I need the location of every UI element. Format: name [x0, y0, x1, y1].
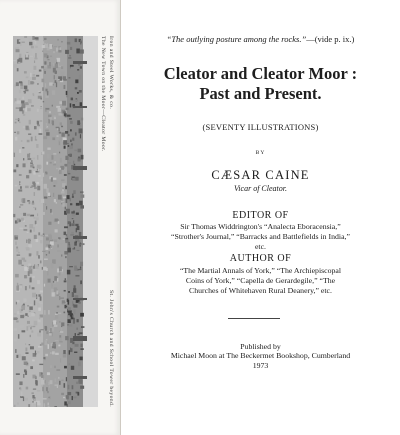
frontispiece-photograph [13, 36, 98, 407]
epigraph-quote: “The outlying posture among the rocks.” [166, 34, 307, 44]
author-role: Vicar of Cleator. [234, 184, 287, 193]
author-of-line: Coins of York,” “Capella de Gerardegile,” “The [185, 276, 336, 285]
author-of-line: “The Martial Annals of York,” “The Archiepiscopal [179, 266, 342, 275]
divider-rule [228, 318, 280, 319]
editor-heading: EDITOR OF [232, 210, 289, 221]
caption-line-1-left: Iron and Steel Works, & co. [108, 36, 114, 110]
caption-line-1-right: St. John's Church and School Tower beyond. [108, 289, 114, 407]
book-title-line-2: Past and Present. [199, 84, 322, 103]
editor-line: Sir Thomas Widdrington's “Analecta Eboracensia,” [180, 222, 341, 231]
frontispiece-caption [96, 36, 118, 407]
author-of-heading: AUTHOR OF [229, 253, 292, 264]
epigraph [121, 34, 400, 44]
author-name: CÆSAR CAINE [211, 168, 310, 182]
town-photo-image [13, 36, 98, 407]
published-by-label: Published by [240, 342, 281, 351]
caption-line-2-text: The New Town on the Moor—Cleator Moor. [100, 36, 106, 152]
editor-line: etc. [254, 242, 267, 251]
book-title-line-1: Cleator and Cleator Moor : [163, 64, 358, 83]
frontispiece-page [0, 0, 121, 435]
caption-line-2 [96, 36, 106, 407]
epigraph-reference: —(vide p. ix.) [306, 34, 355, 44]
title-page [121, 0, 400, 435]
illustrations-note: (SEVENTY ILLUSTRATIONS) [202, 122, 319, 132]
publisher-line: Michael Moon at The Beckermet Bookshop, Cumberland [170, 351, 351, 360]
author-of-line: Churches of Whitehaven Rural Deanery,” etc. [189, 286, 332, 295]
publication-year: 1973 [252, 361, 269, 370]
by-label: BY [255, 150, 266, 156]
editor-line: “Strother's Journal,” “Barracks and Battlefields in India,” [171, 232, 350, 241]
